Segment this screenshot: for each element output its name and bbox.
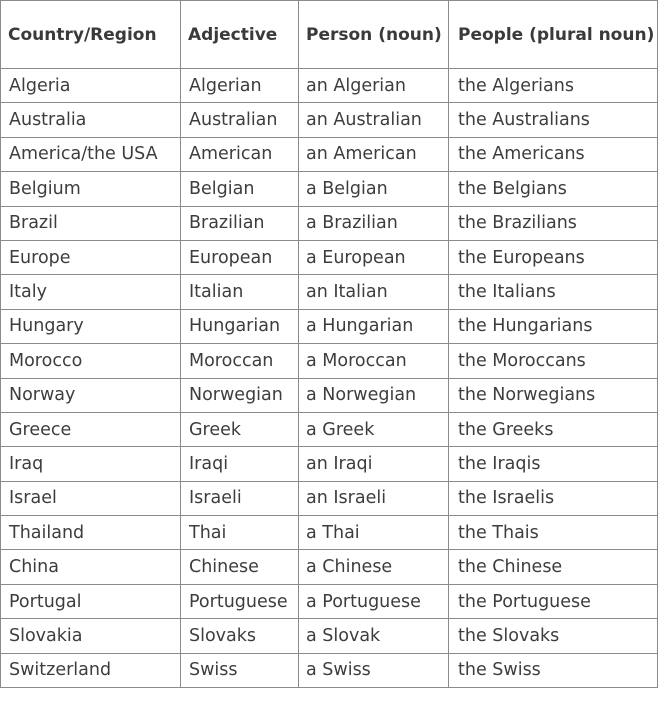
table-row: [1, 309, 658, 343]
header-adjective: Adjective: [181, 1, 299, 69]
adjective-cell: Greek: [181, 412, 299, 446]
country-cell: Norway: [1, 378, 181, 412]
adjective-cell: European: [181, 240, 299, 274]
table-row: [1, 137, 658, 171]
people-cell: the Israelis: [449, 481, 658, 515]
adjective-cell: Portuguese: [181, 584, 299, 618]
adjective-cell: Swiss: [181, 653, 299, 687]
people-cell: the Swiss: [449, 653, 658, 687]
country-cell: Slovakia: [1, 619, 181, 653]
people-cell: the Italians: [449, 275, 658, 309]
table-row: [1, 240, 658, 274]
table-row: [1, 412, 658, 446]
header-people-plural-noun: People (plural noun): [449, 1, 658, 69]
adjective-cell: Thai: [181, 516, 299, 550]
person-cell: a Swiss: [299, 653, 449, 687]
adjective-cell: Slovaks: [181, 619, 299, 653]
person-cell: a Slovak: [299, 619, 449, 653]
person-cell: a Norwegian: [299, 378, 449, 412]
person-cell: a European: [299, 240, 449, 274]
person-cell: a Greek: [299, 412, 449, 446]
country-cell: Italy: [1, 275, 181, 309]
people-cell: the Portuguese: [449, 584, 658, 618]
people-cell: the Australians: [449, 103, 658, 137]
adjective-cell: Algerian: [181, 69, 299, 103]
adjective-cell: Australian: [181, 103, 299, 137]
country-cell: Switzerland: [1, 653, 181, 687]
adjective-cell: Moroccan: [181, 344, 299, 378]
table-row: [1, 619, 658, 653]
adjective-cell: American: [181, 137, 299, 171]
country-cell: Israel: [1, 481, 181, 515]
table-row: [1, 69, 658, 103]
country-cell: Algeria: [1, 69, 181, 103]
people-cell: the Brazilians: [449, 206, 658, 240]
adjective-cell: Israeli: [181, 481, 299, 515]
country-cell: Portugal: [1, 584, 181, 618]
people-cell: the Greeks: [449, 412, 658, 446]
table-row: [1, 275, 658, 309]
person-cell: an Italian: [299, 275, 449, 309]
adjective-cell: Brazilian: [181, 206, 299, 240]
adjective-cell: Norwegian: [181, 378, 299, 412]
person-cell: a Moroccan: [299, 344, 449, 378]
header-country-region: Country/Region: [1, 1, 181, 69]
header-person-noun: Person (noun): [299, 1, 449, 69]
people-cell: the Chinese: [449, 550, 658, 584]
person-cell: an American: [299, 137, 449, 171]
table-body: [1, 69, 658, 688]
country-cell: Australia: [1, 103, 181, 137]
country-cell: America/the USA: [1, 137, 181, 171]
country-cell: Brazil: [1, 206, 181, 240]
table-row: [1, 481, 658, 515]
table-row: [1, 378, 658, 412]
country-cell: Hungary: [1, 309, 181, 343]
people-cell: the Belgians: [449, 172, 658, 206]
people-cell: the Norwegians: [449, 378, 658, 412]
people-cell: the Americans: [449, 137, 658, 171]
country-cell: Morocco: [1, 344, 181, 378]
table-row: [1, 550, 658, 584]
adjective-cell: Italian: [181, 275, 299, 309]
person-cell: a Belgian: [299, 172, 449, 206]
people-cell: the Iraqis: [449, 447, 658, 481]
adjective-cell: Iraqi: [181, 447, 299, 481]
person-cell: a Hungarian: [299, 309, 449, 343]
table-row: [1, 516, 658, 550]
adjective-cell: Belgian: [181, 172, 299, 206]
people-cell: the Thais: [449, 516, 658, 550]
table-row: [1, 206, 658, 240]
people-cell: the Slovaks: [449, 619, 658, 653]
person-cell: a Portuguese: [299, 584, 449, 618]
adjective-cell: Chinese: [181, 550, 299, 584]
table-row: [1, 103, 658, 137]
table-row: [1, 447, 658, 481]
person-cell: a Brazilian: [299, 206, 449, 240]
table-header: [1, 1, 658, 69]
person-cell: an Israeli: [299, 481, 449, 515]
table-row: [1, 584, 658, 618]
table-row: [1, 344, 658, 378]
country-cell: Europe: [1, 240, 181, 274]
country-cell: Iraq: [1, 447, 181, 481]
adjective-cell: Hungarian: [181, 309, 299, 343]
country-cell: Greece: [1, 412, 181, 446]
person-cell: an Australian: [299, 103, 449, 137]
country-cell: Belgium: [1, 172, 181, 206]
people-cell: the Algerians: [449, 69, 658, 103]
country-cell: China: [1, 550, 181, 584]
people-cell: the Europeans: [449, 240, 658, 274]
people-cell: the Moroccans: [449, 344, 658, 378]
country-cell: Thailand: [1, 516, 181, 550]
person-cell: an Algerian: [299, 69, 449, 103]
person-cell: a Thai: [299, 516, 449, 550]
people-cell: the Hungarians: [449, 309, 658, 343]
header-row: [1, 1, 658, 69]
person-cell: a Chinese: [299, 550, 449, 584]
table-row: [1, 653, 658, 687]
table-row: [1, 172, 658, 206]
person-cell: an Iraqi: [299, 447, 449, 481]
